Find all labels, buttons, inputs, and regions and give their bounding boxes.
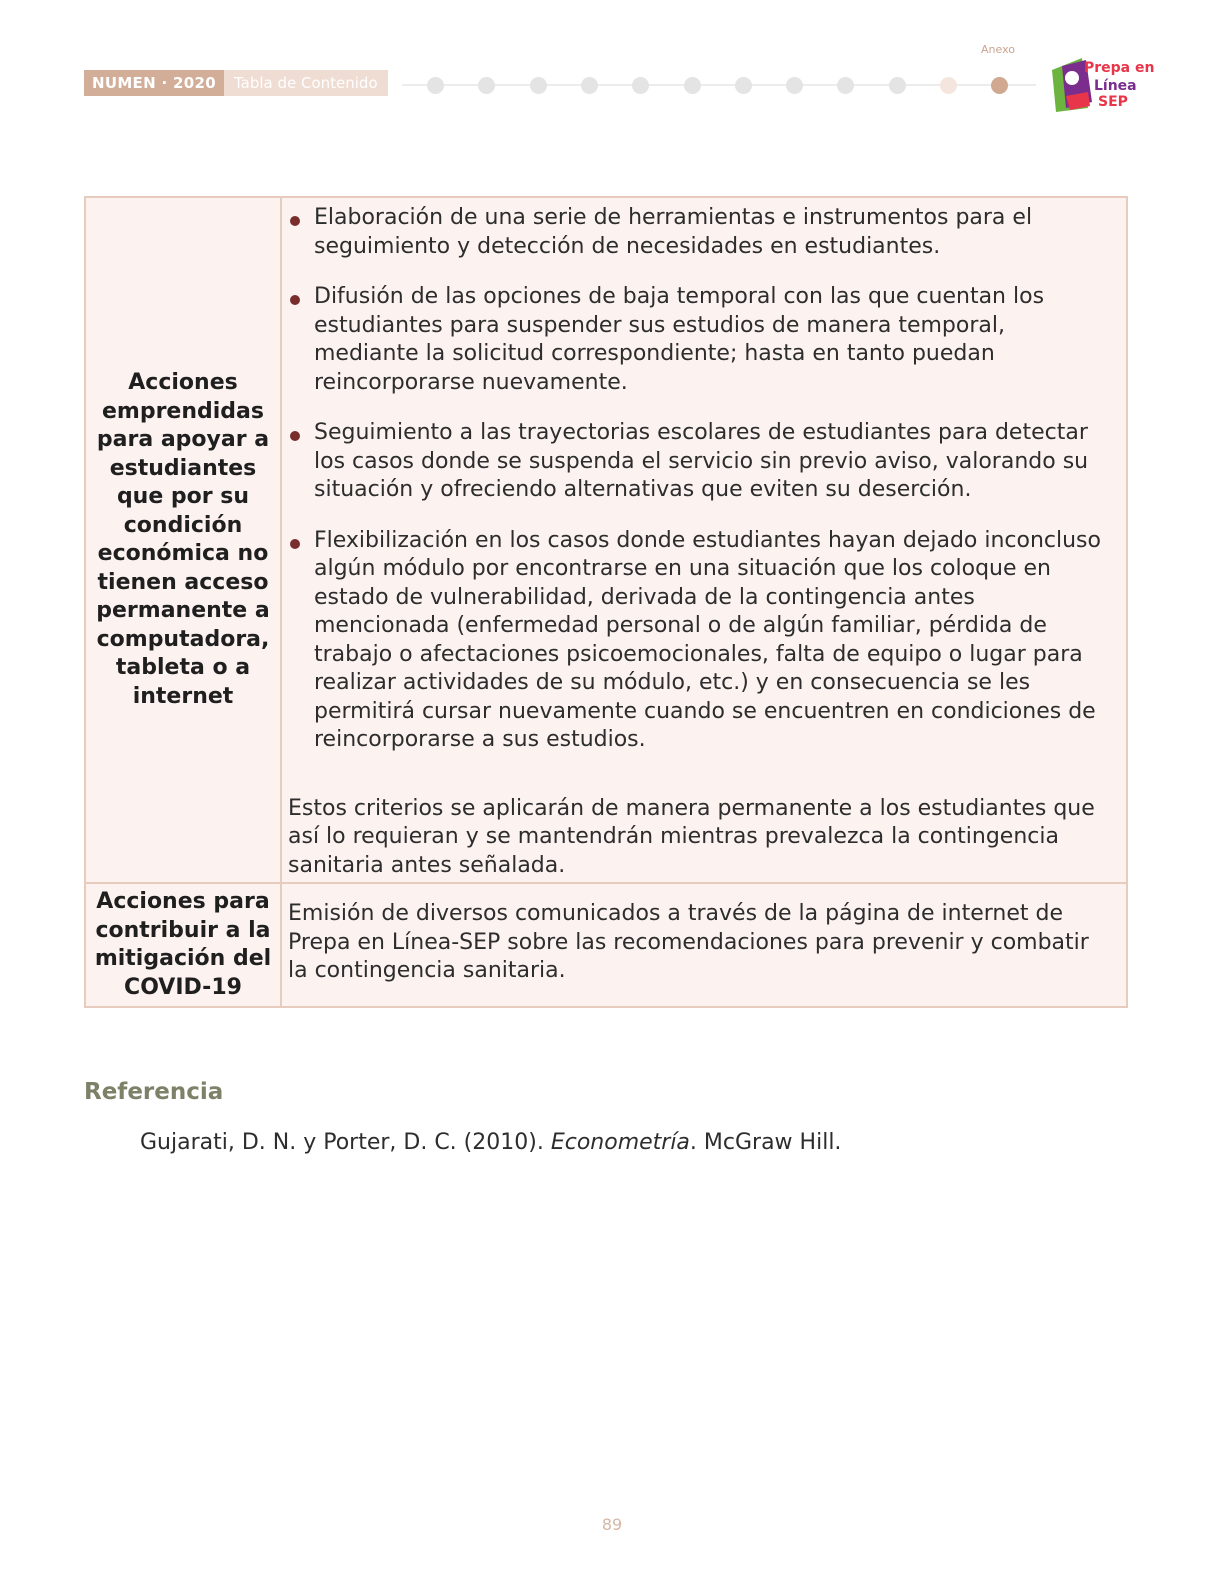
list-item: Elaboración de una serie de herramientas e instrumentos para el seguimiento y detección de necesidades en estudiantes.	[288, 204, 1114, 261]
nav-dot[interactable]	[632, 77, 649, 94]
row-content	[281, 197, 1127, 883]
nav-dot[interactable]	[889, 77, 906, 94]
actions-list	[288, 204, 1114, 755]
nav-dot[interactable]	[530, 77, 547, 94]
current-section-label: Anexo	[981, 43, 1015, 56]
prepa-en-linea-logo	[1048, 52, 1155, 116]
table-row	[85, 197, 1127, 883]
nav-dot[interactable]	[837, 77, 854, 94]
reference-authors: Gujarati, D. N. y Porter, D. C. (2010).	[140, 1130, 551, 1155]
reference-publisher: . McGraw Hill.	[689, 1130, 842, 1155]
list-item: Flexibilización en los casos donde estudiantes hayan dejado inconcluso algún módulo por encontrarse en una situación que los coloque en estado de vulnerabilidad, derivada de la contingencia antes mencionada (enfermedad personal o de algún familiar, pérdida de trabajo o afectaciones psicoemocionales, falta de equipo o lugar para realizar actividades de su módulo, etc.) y en consecuencia se les permitirá cursar nuevamente cuando se encuentren en condiciones de reincorporarse a sus estudios.	[288, 527, 1114, 755]
list-item: Seguimiento a las trayectorias escolares de estudiantes para detectar los casos donde se suspenda el servicio sin previo aviso, valorando su situación y ofreciendo alternativas que eviten su deserción.	[288, 419, 1114, 505]
header-tag	[84, 70, 388, 96]
actions-table	[84, 196, 1128, 1008]
nav-dot[interactable]	[684, 77, 701, 94]
logo-text-line2: Línea	[1094, 78, 1137, 94]
nav-dot[interactable]	[786, 77, 803, 94]
closing-paragraph: Estos criterios se aplicarán de manera permanente a los estudiantes que así lo requieran y se mantendrán mientras prevalezca la contingencia sanitaria antes señalada.	[288, 795, 1095, 878]
page-number: 89	[601, 1515, 623, 1534]
reference-heading: Referencia	[84, 1079, 224, 1105]
row-label: Acciones para contribuir a la mitigación del COVID-19	[85, 883, 281, 1007]
nav-dot[interactable]	[581, 77, 598, 94]
table-row	[85, 883, 1127, 1007]
journal-label: NUMEN · 2020	[84, 70, 224, 96]
nav-dot-current[interactable]	[991, 77, 1008, 94]
nav-dot[interactable]	[735, 77, 752, 94]
nav-dot[interactable]	[478, 77, 495, 94]
reference-entry	[140, 1130, 841, 1155]
logo-text-line3: SEP	[1098, 94, 1128, 110]
list-item: Difusión de las opciones de baja temporal con las que cuentan los estudiantes para suspender sus estudios de manera temporal, mediante la solicitud correspondiente; hasta en tanto puedan reincorporarse nuevamente.	[288, 283, 1114, 397]
nav-dot[interactable]	[427, 77, 444, 94]
logo-text-line1: Prepa en	[1084, 60, 1155, 76]
row-content: Emisión de diversos comunicados a través de la página de internet de Prepa en Línea-SEP sobre las recomendaciones para prevenir y combatir la contingencia sanitaria.	[281, 883, 1127, 1007]
row-label: Acciones emprendidas para apoyar a estudiantes que por su condición económica no tienen acceso permanente a computadora, tableta o a internet	[85, 197, 281, 883]
reference-title: Econometría	[550, 1130, 690, 1155]
toc-link[interactable]: Tabla de Contenido	[224, 70, 388, 96]
nav-dot[interactable]	[940, 77, 957, 94]
